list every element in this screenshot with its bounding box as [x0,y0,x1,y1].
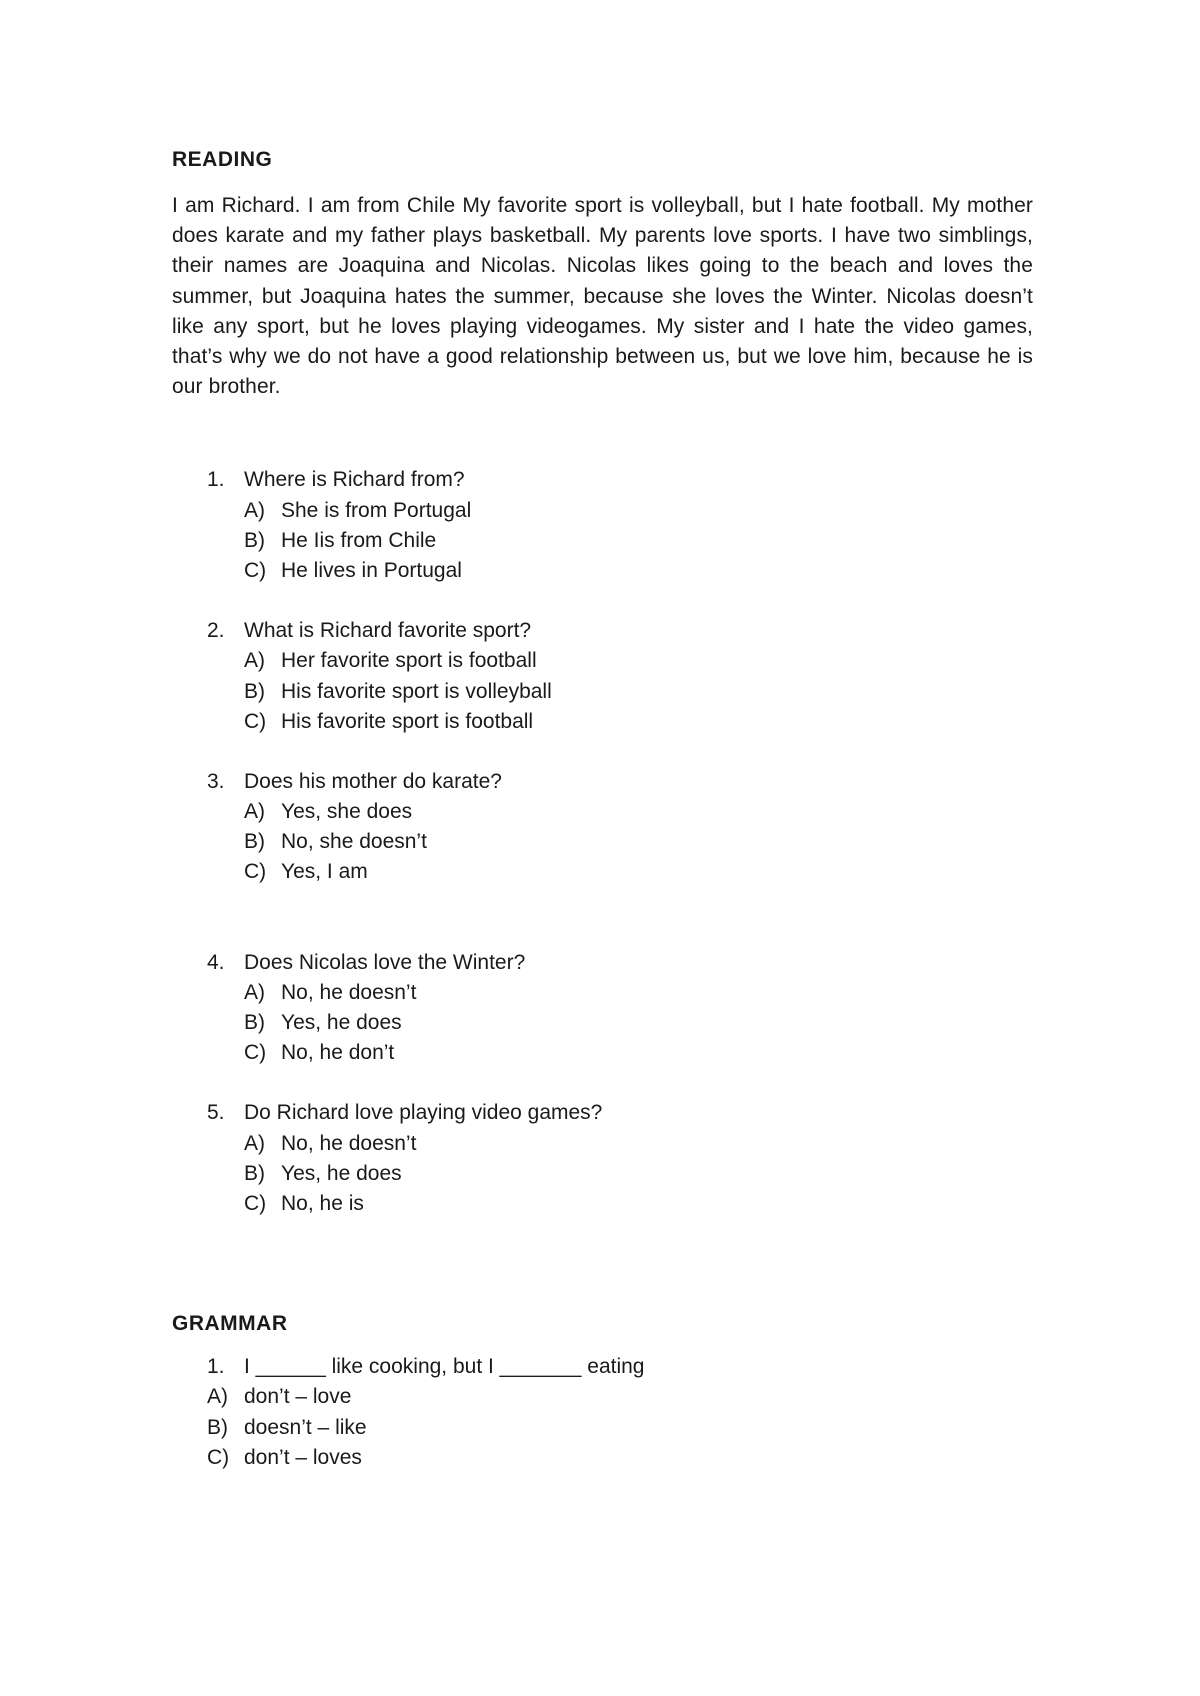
option-text: His favorite sport is volleyball [281,679,552,703]
worksheet-page [172,145,1033,1473]
question-number: 4. [207,950,225,974]
option-text: Yes, he does [281,1161,402,1185]
option-text: His favorite sport is football [281,709,534,733]
answer-option-c[interactable] [244,556,1033,586]
answer-option-c[interactable] [244,1038,1033,1068]
answer-option-a[interactable] [244,797,1033,827]
option-text: Her favorite sport is football [281,649,537,673]
answer-option-b[interactable] [244,827,1033,857]
option-letter: B) [244,1161,265,1185]
option-letter: C) [244,1191,267,1215]
option-letter: A) [244,800,265,824]
reading-question-2 [207,616,1033,737]
question-number: 1. [207,1355,225,1379]
option-text: don’t – love [244,1385,352,1409]
answer-option-a[interactable] [244,496,1033,526]
question-number: 3. [207,769,225,793]
option-text: No, he doesn’t [281,1131,417,1155]
reading-passage: I am Richard. I am from Chile My favorite sport is volleyball, but I hate football. My mother does karate and my father plays basketball. My parents love sports. I have two simblings, their names are Joaquina and Nicolas. Nicolas likes going to the beach and loves the summer, but Joaquina hates the summer, because she loves the Winter. Nicolas doesn’t like any sport, but he loves playing videogames. My sister and I hate the video games, that’s why we do not have a good relationship between us, but we love him, because he is our brother. [172,194,1033,399]
option-letter: C) [244,709,267,733]
reading-question-1 [207,465,1033,586]
option-text: No, he doesn’t [281,980,417,1004]
answer-option-b[interactable] [207,1413,1033,1443]
option-letter: A) [244,980,265,1004]
reading-question-5 [207,1098,1033,1219]
answer-option-b[interactable] [244,677,1033,707]
answer-option-c[interactable] [244,1189,1033,1219]
answer-option-c[interactable] [207,1443,1033,1473]
question-text: Does his mother do karate? [244,769,502,793]
option-text: don’t – loves [244,1445,362,1469]
answer-option-c[interactable] [244,707,1033,737]
answer-options [244,1129,1033,1220]
option-letter: A) [244,1131,265,1155]
question-number: 5. [207,1101,225,1125]
option-letter: A) [244,649,265,673]
option-letter: B) [244,679,265,703]
reading-question-4 [207,948,1033,1069]
reading-questions [172,465,1033,1219]
question-text: What is Richard favorite sport? [244,619,532,643]
option-text: Yes, she does [281,800,413,824]
answer-options [207,1382,1033,1473]
option-text: No, he don’t [281,1041,395,1065]
answer-options [244,797,1033,888]
option-letter: A) [207,1385,228,1409]
option-text: doesn’t – like [244,1415,367,1439]
option-letter: B) [244,830,265,854]
option-letter: C) [207,1445,230,1469]
option-text: Yes, I am [281,860,368,884]
option-text: No, she doesn’t [281,830,427,854]
answer-option-c[interactable] [244,857,1033,887]
question-number: 1. [207,468,225,492]
answer-options [244,646,1033,737]
option-letter: B) [244,1011,265,1035]
option-text: Yes, he does [281,1011,402,1035]
answer-options [244,978,1033,1069]
option-text: He Iis from Chile [281,528,437,552]
answer-option-b[interactable] [244,1008,1033,1038]
answer-option-a[interactable] [244,978,1033,1008]
answer-option-b[interactable] [244,1159,1033,1189]
question-number: 2. [207,619,225,643]
option-letter: C) [244,558,267,582]
grammar-question-1 [207,1352,1033,1473]
reading-question-3 [207,767,1033,888]
grammar-heading: GRAMMAR [172,1312,288,1336]
option-letter: C) [244,1041,267,1065]
reading-heading: READING [172,148,273,171]
question-text: Where is Richard from? [244,468,465,492]
answer-option-a[interactable] [244,646,1033,676]
option-letter: C) [244,860,267,884]
question-text: Do Richard love playing video games? [244,1101,603,1125]
answer-options [244,496,1033,587]
answer-option-a[interactable] [244,1129,1033,1159]
question-text: Does Nicolas love the Winter? [244,950,526,974]
answer-option-b[interactable] [244,526,1033,556]
option-letter: A) [244,498,265,522]
option-text: No, he is [281,1191,364,1215]
answer-option-a[interactable] [207,1382,1033,1412]
option-text: He lives in Portugal [281,558,462,582]
question-text: I ______ like cooking, but I _______ eating [244,1355,645,1379]
option-letter: B) [207,1415,228,1439]
option-letter: B) [244,528,265,552]
option-text: She is from Portugal [281,498,472,522]
